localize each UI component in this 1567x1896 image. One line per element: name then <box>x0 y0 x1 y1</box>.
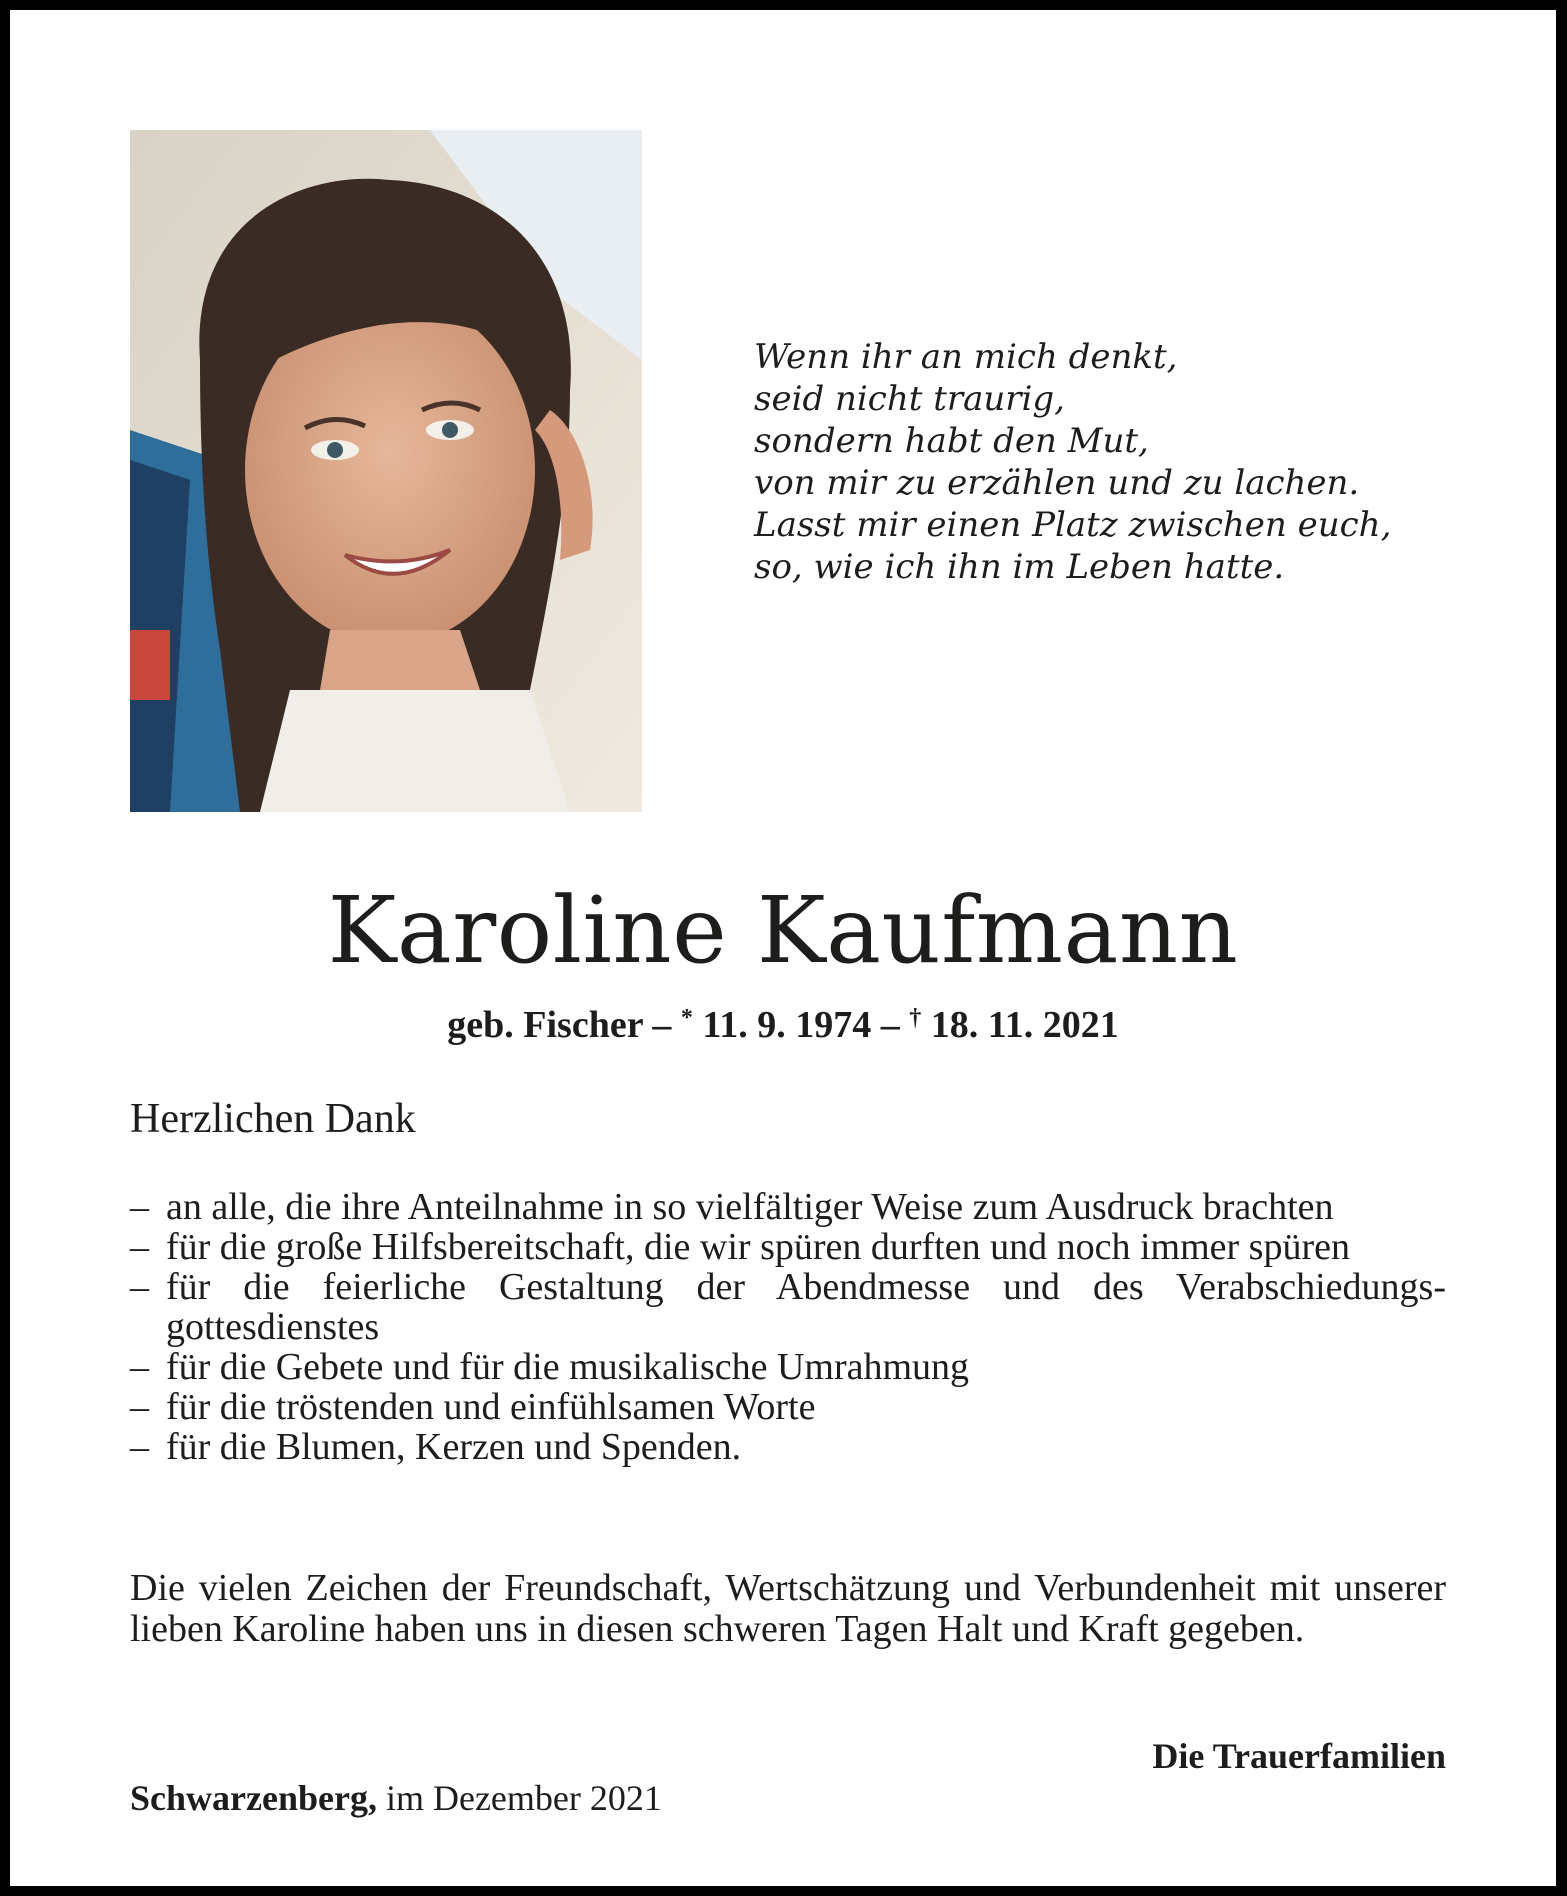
thanks-list <box>130 1187 1446 1467</box>
dash-bullet: – <box>130 1266 149 1308</box>
poem-line: so, wie ich ihn im Leben hatte. <box>754 547 1285 587</box>
poem <box>754 336 1514 588</box>
list-item <box>130 1187 1446 1227</box>
obituary-card <box>10 10 1556 1886</box>
dash-bullet: – <box>130 1226 149 1268</box>
poem-line: Wenn ihr an mich denkt, <box>754 337 1178 377</box>
signature: Die Trauerfamilien <box>1152 1736 1446 1776</box>
poem-line: Lasst mir einen Platz zwischen euch, <box>754 505 1392 545</box>
list-item-text: für die tröstenden und einfühlsamen Worte <box>166 1386 816 1428</box>
deceased-name: Karoline Kaufmann <box>327 877 1239 984</box>
list-item-text: für die Blumen, Kerzen und Spenden. <box>166 1426 742 1468</box>
poem-line: seid nicht traurig, <box>754 379 1065 419</box>
poem-line: sondern habt den Mut, <box>754 421 1149 461</box>
list-item <box>130 1267 1446 1347</box>
list-item-text: für die große Hilfsbereitschaft, die wir spüren durften und noch immer spüren <box>166 1226 1350 1268</box>
separator: – <box>642 1004 681 1046</box>
poem-line: von mir zu erzählen und zu lachen. <box>754 463 1360 503</box>
portrait-photo <box>130 130 642 812</box>
maiden-name: geb. Fischer <box>447 1004 643 1046</box>
birth-symbol: * <box>680 1005 693 1031</box>
portrait-image <box>130 130 642 812</box>
place-date <box>130 1776 662 1820</box>
dash-bullet: – <box>130 1386 149 1428</box>
list-item <box>130 1227 1446 1267</box>
list-item-text: an alle, die ihre Anteilnahme in so vielfältiger Weise zum Ausdruck brachten <box>166 1186 1334 1228</box>
thanks-heading: Herzlichen Dank <box>130 1096 416 1142</box>
death-symbol: † <box>909 1005 922 1031</box>
dash-bullet: – <box>130 1186 149 1228</box>
list-item-text: für die Gebete und für die musikalische Umrahmung <box>166 1346 970 1388</box>
birth-date: 11. 9. 1974 <box>692 1004 872 1046</box>
date-text: im Dezember 2021 <box>376 1778 662 1818</box>
death-date: 18. 11. 2021 <box>921 1004 1119 1046</box>
closing-paragraph: Die vielen Zeichen der Freundschaft, Wertschätzung und Verbundenheit mit unserer lieben Karoline haben uns in diesen schweren Tagen Halt und Kraft gegeben. <box>130 1567 1446 1650</box>
separator: – <box>871 1004 910 1046</box>
place-name: Schwarzenberg, <box>130 1778 377 1818</box>
list-item-text: für die feierliche Gestaltung der Abendmesse und des Verabschiedungs-gottesdienstes <box>166 1266 1446 1348</box>
list-item <box>130 1387 1446 1427</box>
dash-bullet: – <box>130 1346 149 1388</box>
birth-death-line <box>10 1002 1556 1048</box>
list-item <box>130 1427 1446 1467</box>
list-item <box>130 1347 1446 1387</box>
dash-bullet: – <box>130 1426 149 1468</box>
